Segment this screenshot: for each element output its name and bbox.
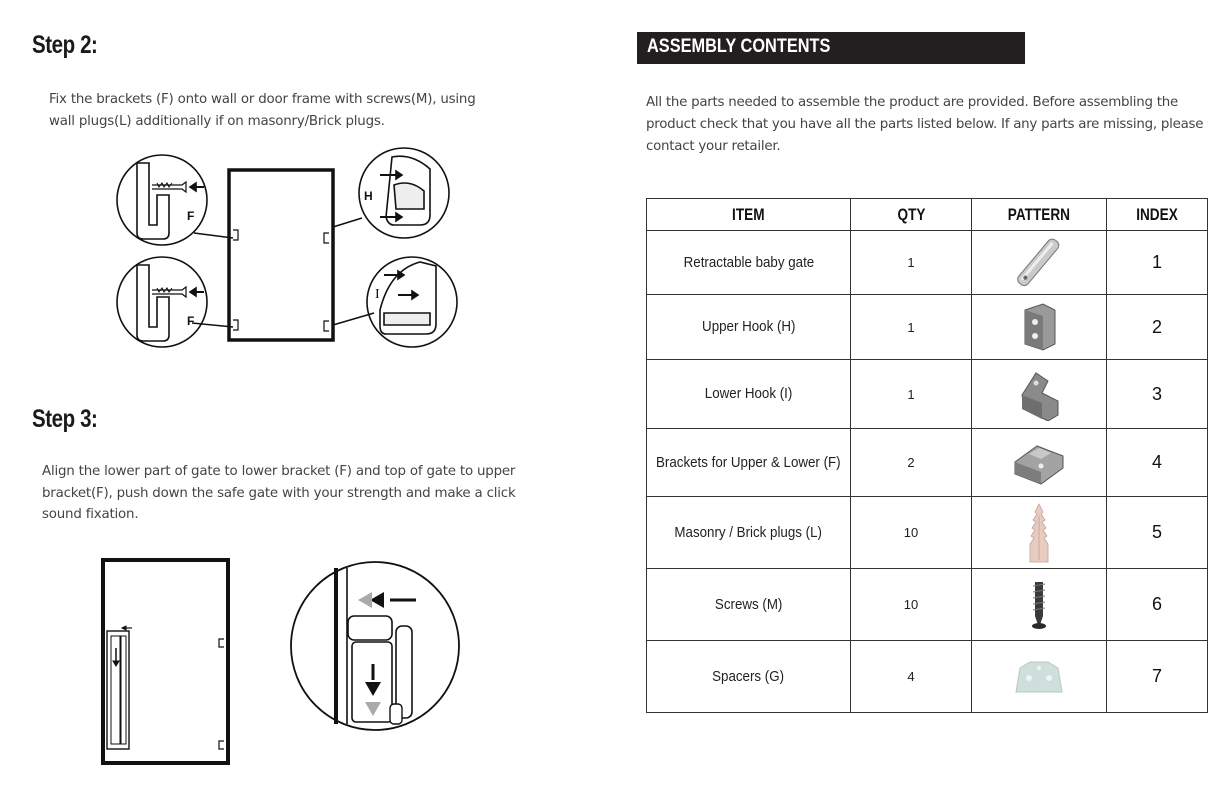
item-cell: Spacers (G) bbox=[647, 641, 851, 713]
screw-icon bbox=[1027, 578, 1051, 632]
qty-cell: 10 bbox=[851, 569, 972, 641]
table-row bbox=[647, 360, 1208, 429]
step3-line-1: Align the lower part of gate to lower bracket (F) and top of gate to upper bbox=[42, 464, 516, 479]
assembly-title-banner bbox=[637, 32, 1025, 64]
qty-cell: 1 bbox=[851, 231, 972, 295]
header-item: ITEM bbox=[647, 199, 851, 231]
step3-diagram bbox=[100, 556, 470, 766]
wall-plug-icon bbox=[1024, 502, 1054, 564]
pattern-cell bbox=[972, 569, 1107, 641]
step3-instructions bbox=[42, 461, 516, 526]
assembly-title: ASSEMBLY CONTENTS bbox=[647, 36, 831, 57]
lower-hook-icon bbox=[1016, 367, 1062, 421]
upper-hook-icon bbox=[1017, 302, 1061, 352]
pattern-cell bbox=[972, 360, 1107, 429]
item-cell: Screws (M) bbox=[647, 569, 851, 641]
door-frame bbox=[229, 170, 333, 340]
table-row bbox=[647, 295, 1208, 360]
item-cell: Brackets for Upper & Lower (F) bbox=[647, 429, 851, 497]
qty-cell: 10 bbox=[851, 497, 972, 569]
step3-line-2: bracket(F), push down the safe gate with your strength and make a click bbox=[42, 485, 516, 501]
header-index: INDEX bbox=[1107, 199, 1208, 231]
step2-title: Step 2: bbox=[32, 31, 98, 59]
bracket-f-top-detail bbox=[117, 155, 207, 245]
bracket-icon bbox=[1011, 440, 1067, 486]
pattern-cell bbox=[972, 295, 1107, 360]
index-cell: 7 bbox=[1107, 641, 1208, 713]
item-cell: Lower Hook (I) bbox=[647, 360, 851, 429]
index-cell: 4 bbox=[1107, 429, 1208, 497]
spacer-icon bbox=[1012, 658, 1066, 696]
step3-title: Step 3: bbox=[32, 405, 98, 433]
step3-line-3: sound fixation. bbox=[42, 507, 139, 522]
table-header-row bbox=[647, 199, 1208, 231]
assembly-contents-table bbox=[646, 198, 1208, 713]
bracket-f-bottom-detail bbox=[117, 257, 207, 347]
label-h: H bbox=[364, 189, 373, 203]
table-row bbox=[647, 231, 1208, 295]
label-f-bottom: F bbox=[187, 314, 195, 328]
pattern-cell bbox=[972, 641, 1107, 713]
index-cell: 3 bbox=[1107, 360, 1208, 429]
index-cell: 5 bbox=[1107, 497, 1208, 569]
table-row bbox=[647, 429, 1208, 497]
item-cell: Retractable baby gate bbox=[647, 231, 851, 295]
intro-line-3: contact your retailer. bbox=[646, 138, 781, 154]
pattern-cell bbox=[972, 231, 1107, 295]
header-qty: QTY bbox=[851, 199, 972, 231]
header-pattern: PATTERN bbox=[972, 199, 1107, 231]
table-row bbox=[647, 497, 1208, 569]
index-cell: 2 bbox=[1107, 295, 1208, 360]
step2-line-1: Fix the brackets (F) onto wall or door frame with screws(M), using bbox=[49, 92, 476, 107]
step2-line-2: wall plugs(L) additionally if on masonry/Brick plugs. bbox=[49, 113, 385, 129]
qty-cell: 4 bbox=[851, 641, 972, 713]
label-i: I bbox=[375, 287, 380, 302]
pattern-cell bbox=[972, 429, 1107, 497]
table-row bbox=[647, 641, 1208, 713]
assembly-intro bbox=[646, 92, 1216, 157]
qty-cell: 1 bbox=[851, 295, 972, 360]
intro-line-2: product check that you have all the parts listed below. If any parts are missing, please bbox=[646, 116, 1204, 132]
item-cell: Masonry / Brick plugs (L) bbox=[647, 497, 851, 569]
qty-cell: 1 bbox=[851, 360, 972, 429]
item-cell: Upper Hook (H) bbox=[647, 295, 851, 360]
pattern-cell bbox=[972, 497, 1107, 569]
gate-hook-detail bbox=[291, 562, 459, 730]
index-cell: 6 bbox=[1107, 569, 1208, 641]
step2-instructions bbox=[49, 89, 476, 132]
intro-line-1: All the parts needed to assemble the product are provided. Before assembling the bbox=[646, 95, 1178, 110]
label-f-top: F bbox=[187, 209, 195, 223]
index-cell: 1 bbox=[1107, 231, 1208, 295]
table-row bbox=[647, 569, 1208, 641]
gate-roll-icon bbox=[1009, 234, 1069, 292]
lower-hook-detail bbox=[367, 257, 457, 347]
step2-diagram bbox=[112, 145, 462, 350]
qty-cell: 2 bbox=[851, 429, 972, 497]
